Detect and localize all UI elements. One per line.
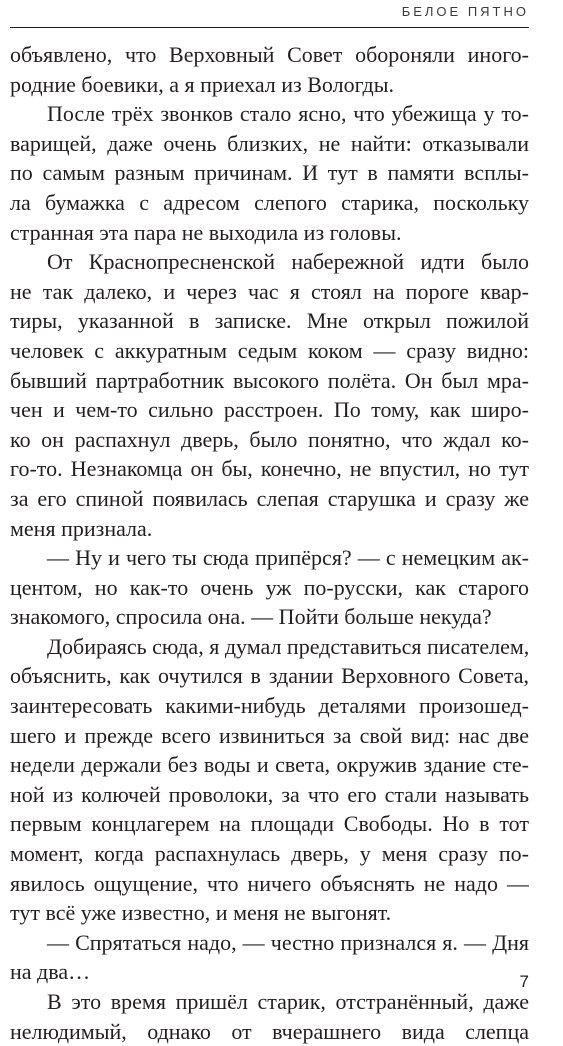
text-line: человек с аккуратным седым коком — сразу видно: [10,337,529,363]
text-line: объяснить, как очутился в здании Верховного Совета, [10,663,529,689]
text-line: объявлено, что Верховный Совет обороняли иного- [10,42,529,67]
text-line: центом, но как-то очень уж по-русски, как старого [10,574,529,600]
text-line: го-то. Незнакомца он бы, конечно, не впустил, но тут [10,456,529,482]
text-line: явилось ощущение, что ничего объяснять не надо — [10,870,529,896]
text-line: по самым разным причинам. И тут в памяти всплы- [10,160,529,186]
text-line: тут всё уже известно, и меня не выгонят. [10,900,392,926]
text-line: Добираясь сюда, я думал представиться писателем, [47,633,529,659]
text-line: родние боевики, а я приехал из Вологды. [10,71,395,97]
text-line: меня признала. [10,515,153,541]
text-line: момент, когда распахнулась дверь, у меня сразу по- [10,841,529,867]
text-line: бывший партработник высокого полёта. Он был мра- [10,367,529,393]
text-line: нелюдимый, однако от вчерашнего вида слепца [10,1018,529,1044]
text-line: знакомого, спросила она. — Пойти больше некуда? [10,604,492,630]
text-line: на два… [10,959,91,985]
text-line: первым концлагерем на площади Свободы. Но в тот [10,811,529,837]
text-line: ной из колючей проволоки, за что его стали называть [10,781,529,807]
text-line: — Спрятаться надо, — честно признался я. — Дня [47,929,529,955]
body-text [10,40,529,1046]
text-line: ко он распахнул дверь, было понятно, что ждал ко- [10,426,529,452]
text-line: От Краснопресненской набережной идти было [47,249,529,275]
text-line: тиры, указанной в записке. Мне открыл пожилой [10,308,529,334]
text-line: варищей, даже очень близких, не найти: отказывали [10,130,529,156]
page-number: 7 [519,972,529,991]
text-line: чен и чем-то сильно расстроен. По тому, как широ- [10,397,529,423]
text-line: ла бумажка с адресом слепого старика, поскольку [10,189,529,215]
text-line: за его спиной появилась слепая старушка и сразу же [10,485,529,511]
text-line: шего и прежде всего извиниться за свой вид: нас две [10,722,529,748]
text-line: — Ну и чего ты сюда припёрся? — с немецким ак- [47,545,529,571]
text-line: странная эта пара не выходила из головы. [10,219,402,245]
text-line: заинтересовать какими-нибудь деталями произошед- [10,693,529,719]
text-line: В это время пришёл старик, отстранённый, даже [47,989,529,1014]
header-rule [10,27,529,28]
text-line: недели держали без воды и света, окружив здание сте- [10,752,529,778]
running-header-title: БЕЛОЕ ПЯТНО [401,4,529,19]
text-line: После трёх звонков стало ясно, что убежища у то- [47,101,529,127]
text-line: не так далеко, и через час я стоял на пороге квар- [10,278,529,304]
